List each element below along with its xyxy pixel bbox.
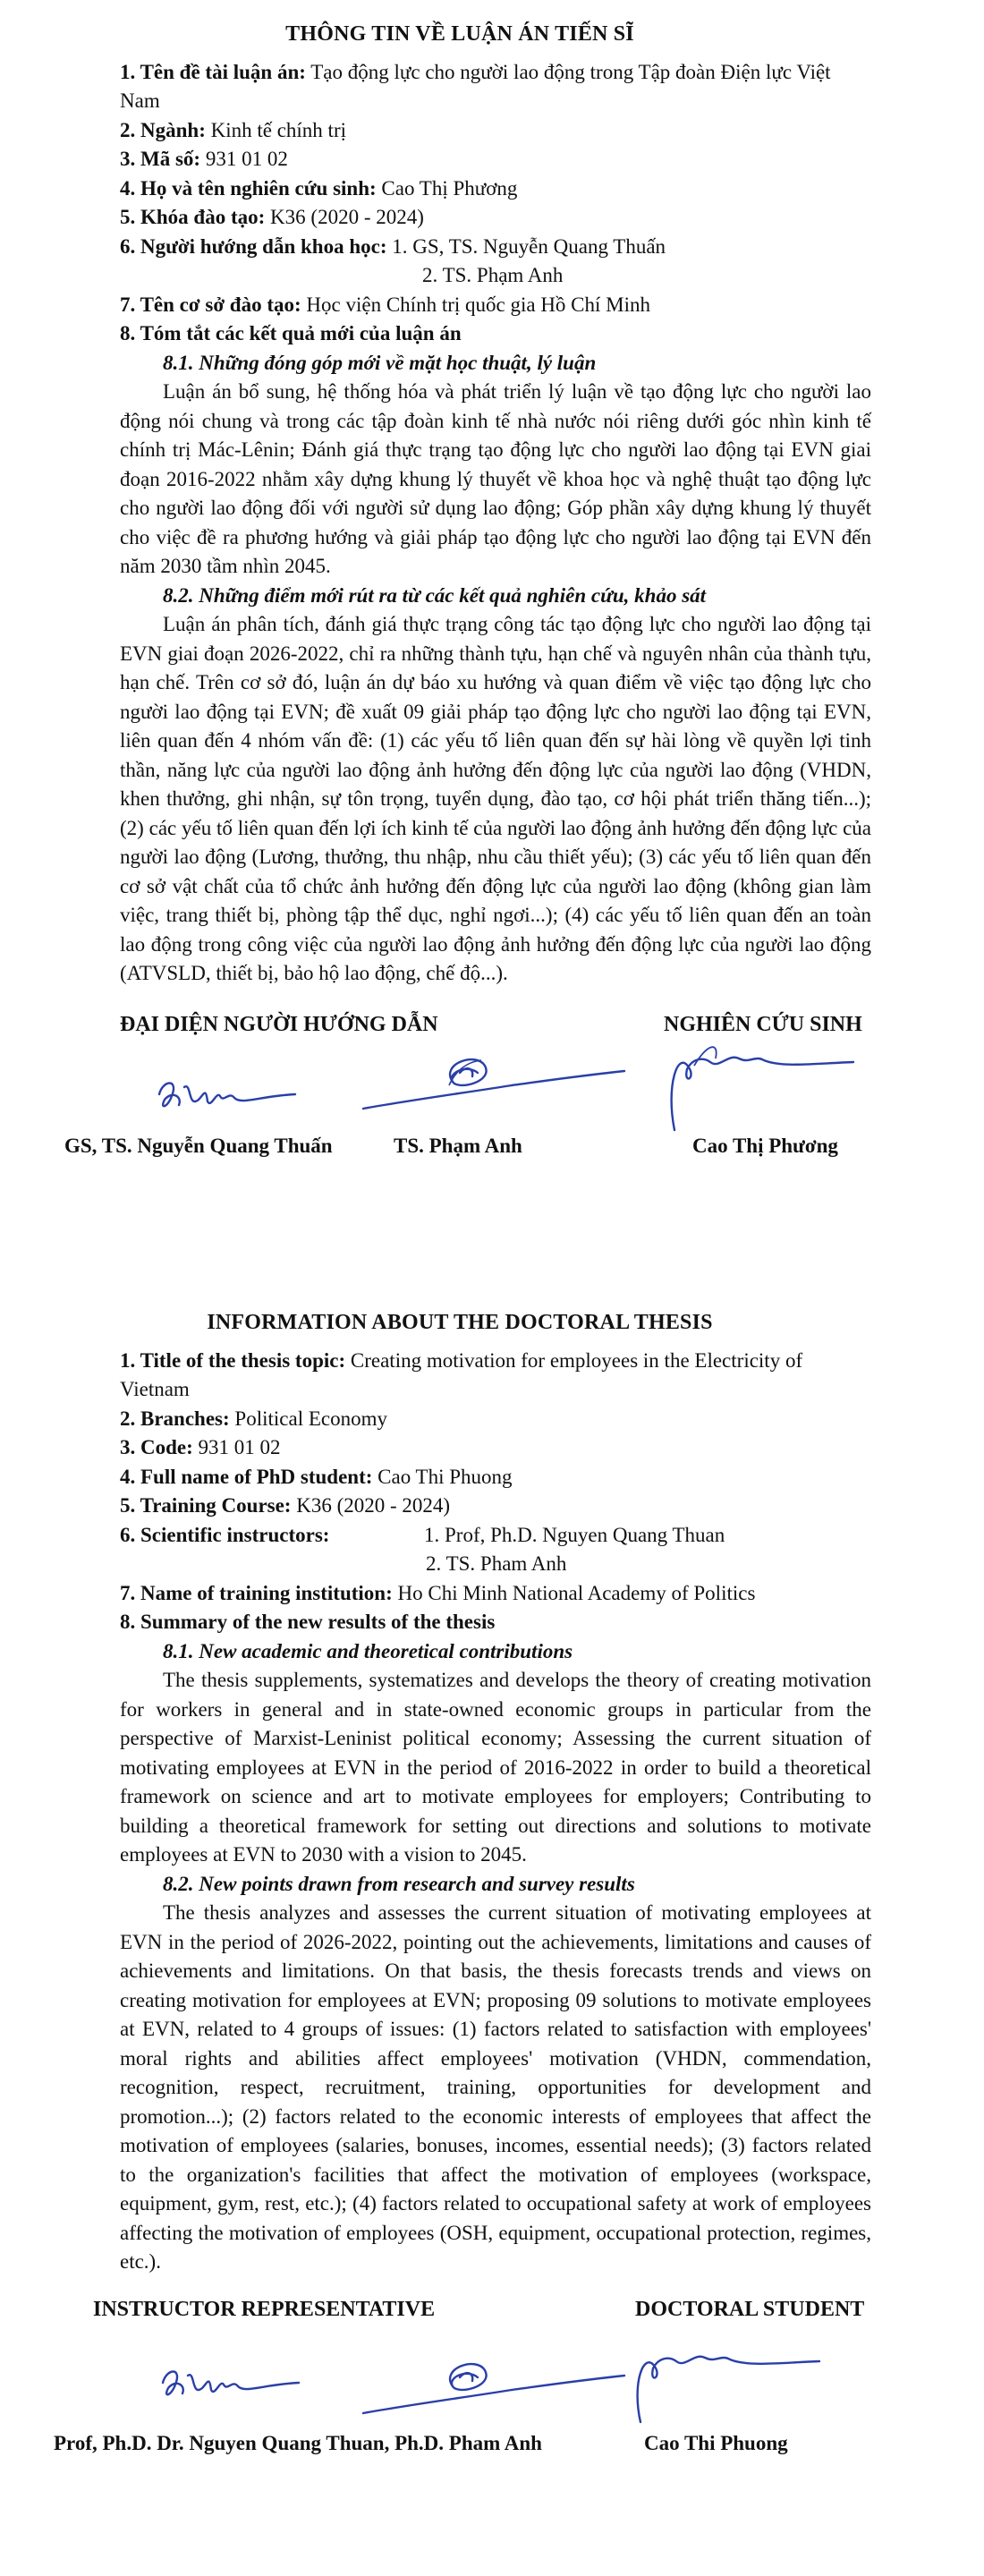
en-item-student: 4. Full name of PhD student: Cao Thi Phuong: [120, 1465, 513, 1488]
vi-sign-name-1: GS, TS. Nguyễn Quang Thuấn: [64, 1134, 333, 1157]
vi-item-title: 1. Tên đề tài luận án: Tạo động lực cho người lao động trong Tập đoàn Điện lực Việt Nam: [120, 60, 831, 112]
en-sub2-text: The thesis analyzes and assesses the current situation of motivating employees at EVN in the period of 2026-2022, pointing out the achievements, limitations and causes of achievements and limitations. On that basis, the thesis forecasts trends and views on creating motivation for employees at EVN; proposing 09 solutions to motivate employees at EVN, related to 4 groups of issues: (1) factors related to satisfaction with employees' moral rights and abilities affect employees' motivation (VHDN, commendation, recognition, respect, recruitment, training, opportunities for development and promotion...); (2) factors related to the economic interests of employees that affect the motivation of employees (salaries, bonuses, incomes, essential needs); (3) factors related to the organization's facilities that affect the motivation of employees (workspace, equipment, gym, rest, etc.); (4) factors related to occupational safety at work of employees affecting the motivation of employees (OSH, equipment, occupational protection, regimes, etc.).: [120, 1901, 871, 2273]
en-sign-name-right: Cao Thi Phuong: [644, 2431, 788, 2454]
signature-phuong-icon: [657, 1023, 889, 1139]
vi-sign-right-title: NGHIÊN CỨU SINH: [664, 1012, 862, 1036]
vi-sign-left-title: ĐẠI DIỆN NGƯỜI HƯỚNG DẪN: [120, 1012, 438, 1036]
signature-thuan-icon: [152, 1060, 304, 1123]
en-item-code: 3. Code: 931 01 02: [120, 1436, 281, 1458]
en-signature-block: [54, 2286, 871, 2465]
en-sub1-text: The thesis supplements, systematizes and develops the theory of creating motivation for workers in general and in state-owned economic groups in particular from the perspective of Marxist-Leninist political economy; Assessing the current situation of motivating employees at EVN in the period of 2016-2022 in order to build a theoretical framework on science and art to motivate employees for employers; Contributing to building a theoretical framework for setting out directions and solutions to motivate employees at EVN to 2030 with a vision to 2045.: [120, 1669, 871, 1866]
vi-sub2-title: 8.2. Những điểm mới rút ra từ các kết quả nghiên cứu, khảo sát: [163, 583, 707, 607]
en-sign-right-title: DOCTORAL STUDENT: [635, 2297, 865, 2321]
vi-signature-block: [64, 998, 871, 1177]
en-summary-heading: 8. Summary of the new results of the thesis: [120, 1611, 496, 1633]
en-item-title: 1. Title of the thesis topic: Creating motivation for employees in the Electricity of Vietnam: [120, 1348, 803, 1400]
en-item-instructors: 6. Scientific instructors: 1. Prof, Ph.D. Nguyen Quang Thuan: [120, 1523, 725, 1546]
signature-thuan-icon: [156, 2349, 308, 2411]
vi-instructor-2: 2. TS. Phạm Anh: [422, 264, 564, 286]
en-title: INFORMATION ABOUT THE DOCTORAL THESIS: [207, 1311, 713, 1334]
signature-pham-anh-icon: [360, 1046, 628, 1118]
vi-sub1-text: Luận án bổ sung, hệ thống hóa và phát triển lý luận về tạo động lực cho người lao động nói chung và trong các tập đoàn kinh tế nhà nước nói riêng dưới góc nhìn kinh tế chính trị Mác-Lênin; Đánh giá thực trạng tạo động lực cho người lao động tại EVN giai đoạn 2016-2022 nhằm xây dựng khung lý thuyết về khoa học và nghệ thuật tạo động lực cho người lao động đối với người sử dụng lao động; Góp phần xây dựng khung lý thuyết cho việc đề ra phương hướng và giải pháp tạo động lực cho người lao động tại EVN đến năm 2030 tầm nhìn 2045.: [120, 380, 871, 577]
en-item-institution: 7. Name of training institution: Ho Chi Minh National Academy of Politics: [120, 1581, 756, 1604]
vi-sign-name-3: Cao Thị Phương: [692, 1134, 838, 1157]
vi-item-student: 4. Họ và tên nghiên cứu sinh: Cao Thị Phương: [120, 176, 518, 200]
vi-sign-name-2: TS. Phạm Anh: [394, 1134, 522, 1157]
vi-item-institution: 7. Tên cơ sở đào tạo: Học viện Chính trị quốc gia Hồ Chí Minh: [120, 293, 650, 316]
vi-item-instructors: 6. Người hướng dẫn khoa học: 1. GS, TS. Nguyễn Quang Thuấn: [120, 234, 666, 258]
vi-item-code: 3. Mã số: 931 01 02: [120, 148, 288, 170]
en-sign-name-left: Prof, Ph.D. Dr. Nguyen Quang Thuan, Ph.D. Pham Anh: [54, 2431, 542, 2454]
en-instructor-2: 2. TS. Pham Anh: [426, 1552, 567, 1575]
english-section: [54, 1305, 871, 2566]
en-item-branch: 2. Branches: Political Economy: [120, 1407, 387, 1430]
vi-item-course: 5. Khóa đào tạo: K36 (2020 - 2024): [120, 206, 424, 228]
en-sub2-title: 8.2. New points drawn from research and survey results: [163, 1872, 635, 1895]
en-sign-left-title: INSTRUCTOR REPRESENTATIVE: [93, 2297, 436, 2321]
vi-sub2-text: Luận án phân tích, đánh giá thực trạng công tác tạo động lực cho người lao động tại EVN giai đoạn 2026-2022, chỉ ra những thành tựu, hạn chế và nguyên nhân của thành tựu, hạn chế. Trên cơ sở đó, luận án dự báo xu hướng và quan điểm về việc tạo động lực cho người lao động tại EVN; đề xuất 09 giải pháp tạo động lực cho người lao động tại EVN, liên quan đến 4 nhóm vấn đề: (1) các yếu tố liên quan đến sự hài lòng về quyền lợi tinh thần, năng lực của người lao động ảnh hưởng đến động lực của người lao động (VHDN, khen thưởng, ghi nhận, sự tôn trọng, tuyển dụng, đào tạo, cơ hội phát triển thăng tiến...); (2) các yếu tố liên quan đến lợi ích kinh tế của người lao động ảnh hưởng đến động lực của người lao động (Lương, thưởng, thu nhập, nhu cầu thiết yếu); (3) các yếu tố liên quan đến cơ sở vật chất của tổ chức ảnh hưởng đến động lực của người lao động (không gian làm việc, trang thiết bị, phòng tập thể dục, nghỉ ngơi...); (4) các yếu tố liên quan đến an toàn lao động trong công việc của người lao động ảnh hưởng đến động lực của người lao động (ATVSLD, thiết bị, bảo hộ lao động, chế độ...).: [120, 613, 871, 984]
en-sub1-title: 8.1. New academic and theoretical contributions: [163, 1639, 573, 1662]
signature-pham-anh-icon: [360, 2351, 628, 2422]
signature-phuong-icon: [623, 2329, 855, 2427]
vi-summary-heading: 8. Tóm tắt các kết quả mới của luận án: [120, 322, 462, 344]
vi-item-branch: 2. Ngành: Kinh tế chính trị: [120, 118, 346, 141]
vi-title: THÔNG TIN VỀ LUẬN ÁN TIẾN SĨ: [285, 22, 634, 46]
vietnamese-section: [64, 16, 871, 1300]
en-item-course: 5. Training Course: K36 (2020 - 2024): [120, 1494, 451, 1517]
vi-sub1-title: 8.1. Những đóng góp mới về mặt học thuật, lý luận: [163, 351, 597, 374]
